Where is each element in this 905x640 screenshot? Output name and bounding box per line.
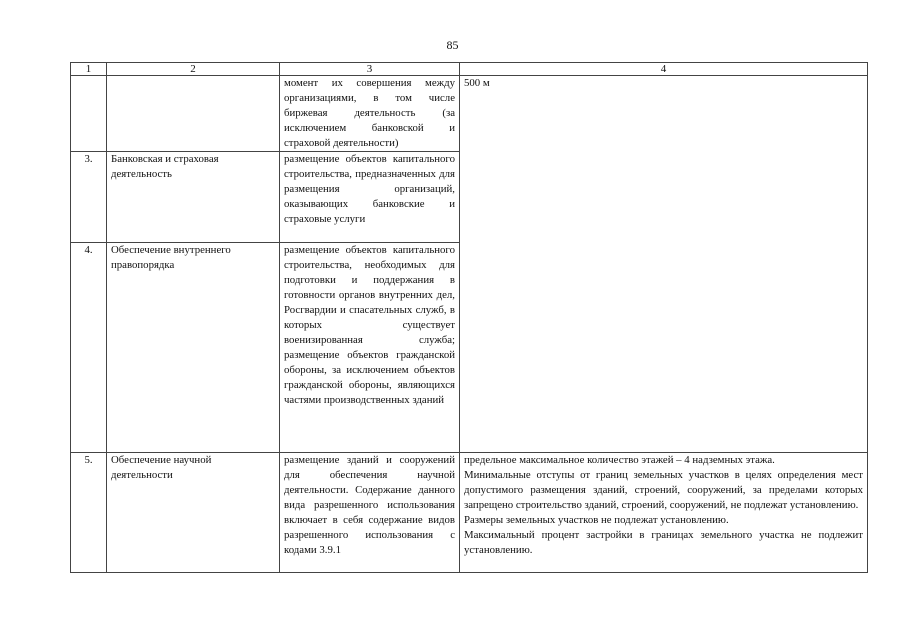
- row-name: Обеспечение внутреннего правопорядка: [107, 243, 280, 453]
- column-header-1: 1: [71, 63, 107, 76]
- row-description: момент их совершения между организациями, в том числе биржевая деятельность (за исключением банковской и страховой деятельности): [280, 76, 460, 152]
- column-header-4: 4: [460, 63, 868, 76]
- table-row: [71, 76, 868, 152]
- row-name: Обеспечение научной деятельности: [107, 453, 280, 573]
- row-name: Банковская и страховая деятельность: [107, 152, 280, 243]
- row-number: 4.: [71, 243, 107, 453]
- regulations-table: [70, 62, 868, 573]
- parameter-floors: предельное максимальное количество этажей – 4 надземных этажа.: [464, 454, 775, 466]
- parameter-plot-size: Размеры земельных участков не подлежат установлению.: [464, 514, 729, 526]
- parameters-cell-top: 500 м: [460, 76, 868, 453]
- parameter-coverage: Максимальный процент застройки в границах земельного участка не подлежит установлению.: [464, 529, 863, 556]
- parameter-setbacks: Минимальные отступы от границ земельных участков в целях определения мест допустимого размещения зданий, строений, сооружений, за пределами которых запрещено строительство зданий, строений, сооружений, не подлежат установлению.: [464, 469, 863, 511]
- page-number: 85: [446, 38, 459, 52]
- row-number: 5.: [71, 453, 107, 573]
- parameters-cell-bottom: [460, 453, 868, 573]
- row-description: размещение объектов капитального строительства, предназначенных для размещения организаций, оказывающих банковские и страховые услуги: [280, 152, 460, 243]
- column-header-3: 3: [280, 63, 460, 76]
- row-description: размещение объектов капитального строительства, необходимых для подготовки и поддержания в готовности органов внутренних дел, Росгвардии и спасательных служб, в которых существует военизированная служба; размещение объектов гражданской обороны, за исключением объектов гражданской обороны, являющихся частями производственных зданий: [280, 243, 460, 453]
- row-number: 3.: [71, 152, 107, 243]
- table-row: [71, 453, 868, 573]
- row-name: [107, 76, 280, 152]
- column-header-2: 2: [107, 63, 280, 76]
- table-header-row: [71, 63, 868, 76]
- row-number: [71, 76, 107, 152]
- row-description: размещение зданий и сооружений для обеспечения научной деятельности. Содержание данного вида разрешенного использования включает в себя содержание видов разрешенного использования с кодами 3.9.1: [280, 453, 460, 573]
